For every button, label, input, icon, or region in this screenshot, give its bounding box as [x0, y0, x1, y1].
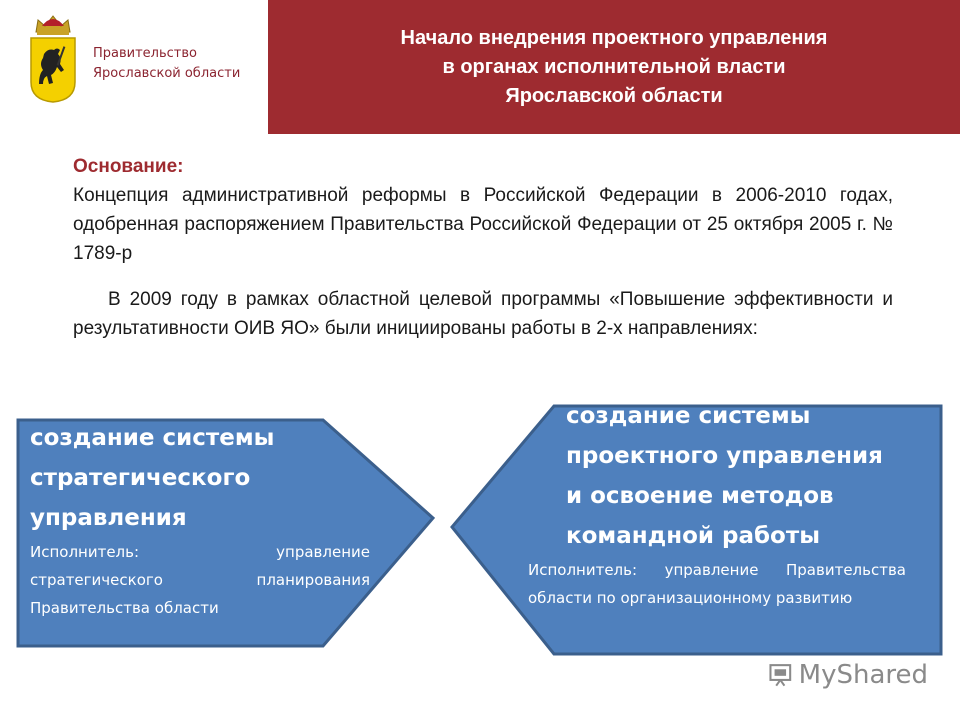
strategic-heading-line-3: управления — [30, 505, 187, 531]
project-direction — [528, 396, 906, 612]
basis-heading: Основание: — [73, 156, 184, 177]
project-heading-line-2: проектного управления — [566, 443, 883, 469]
project-direction-heading — [528, 396, 906, 556]
slide-title-line-1: Начало внедрения проектного управления — [400, 26, 828, 49]
slide-title-line-2: в органах исполнительной власти — [442, 55, 786, 78]
project-heading-line-1: создание системы — [566, 403, 811, 429]
watermark-text: MyShared — [798, 660, 928, 690]
presentation-icon — [768, 660, 793, 690]
strategic-direction-executor: Исполнитель: управление стратегического планирования Правительства области — [30, 543, 370, 617]
title-banner — [268, 0, 960, 134]
strategic-heading-line-2: стратегического — [30, 465, 251, 491]
project-direction-executor: Исполнитель: управление Правительства области по организационному развитию — [528, 561, 906, 607]
watermark — [768, 656, 928, 694]
project-heading-line-4: командной работы — [566, 523, 820, 549]
strategic-direction — [30, 418, 370, 622]
slide-title-line-3: Ярославской области — [505, 84, 723, 107]
intro-text: В 2009 году в рамках областной целевой программы «Повышение эффективности и результативности ОИВ ЯО» были инициированы работы в 2-х направлениях: — [73, 289, 893, 339]
org-name-line-1: Правительство — [93, 46, 197, 61]
org-name-line-2: Ярославской области — [93, 66, 241, 81]
coat-of-arms-icon — [28, 12, 78, 104]
basis-text: Концепция административной реформы в Российской Федерации в 2006-2010 годах, одобренная распоряжением Правительства Российской Федерации от 25 октября 2005 г. № 1789-р — [73, 185, 893, 264]
strategic-heading-line-1: создание системы — [30, 425, 275, 451]
org-name — [93, 44, 240, 84]
project-heading-line-3: и освоение методов — [566, 483, 834, 509]
basis-section — [73, 152, 893, 343]
strategic-direction-heading — [30, 418, 370, 538]
